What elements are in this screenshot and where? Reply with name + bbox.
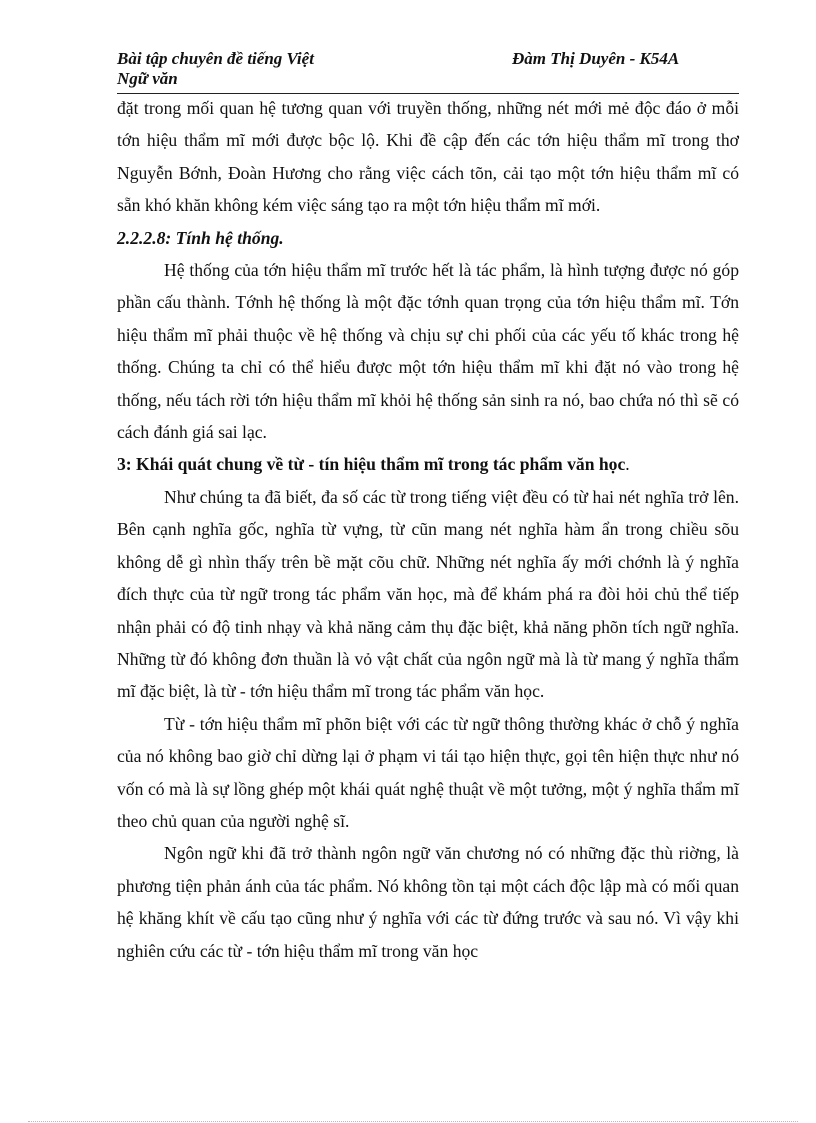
paragraph-system-property: Hệ thống của tớn hiệu thẩm mĩ trước hết là tác phẩm, là hình tượng được nó góp phần cấu thành. Tớnh hệ thống là một đặc tớnh quan trọng của tớn hiệu thẩm mĩ. Tớn hiệu thẩm mĩ phải thuộc về hệ thống và chịu sự chi phối của các yếu tố khác trong hệ thống. Chúng ta chỉ có thể hiểu được một tớn hiệu thẩm mĩ khi đặt nó vào trong hệ thống, nếu tách rời tớn hiệu thẩm mĩ khỏi hệ thống sản sinh ra nó, bao chứa nó thì sẽ có cách đánh giá sai lạc.: [117, 260, 739, 443]
paragraph-word-meaning: Như chúng ta đã biết, đa số các từ trong tiếng việt đều có từ hai nét nghĩa trở lên. Bên cạnh nghĩa gốc, nghĩa từ vựng, từ cũn mang nét nghĩa hàm ẩn trong chiều sõu không dễ gì nhìn thấy trên bề mặt cõu chữ. Những nét nghĩa ấy mới chớnh là ý nghĩa đích thực của từ ngữ trong tác phẩm văn học, mà để khám phá ra đòi hỏi chủ thể tiếp nhận phải có độ tinh nhạy và khả năng cảm thụ đặc biệt, khả năng phõn tích ngữ nghĩa. Những từ đó không đơn thuần là vỏ vật chất của ngôn ngữ mà là từ mang ý nghĩa thẩm mĩ đặc biệt, là từ - tớn hiệu thẩm mĩ trong tác phẩm văn học.: [117, 486, 739, 702]
section-heading-3: [117, 448, 739, 480]
section-heading-3-period: .: [625, 454, 630, 475]
header-course-title: Bài tập chuyên đề tiếng Việt Ngữ văn: [117, 49, 314, 88]
paragraph-continuation: đặt trong mối quan hệ tương quan với truyền thống, những nét mới mẻ độc đáo ở mỗi tớn hiệu thẩm mĩ mới được bộc lộ. Khi đề cập đến các tớn hiệu thẩm mĩ trong thơ Nguyễn Bớnh, Đoàn Hương cho rằng việc cách tõn, cải tạo một tớn hiệu thẩm mĩ có sẵn khó khăn không kém việc sáng tạo ra một tớn hiệu thẩm mĩ mới.: [117, 98, 739, 216]
page-bottom-border: [28, 1121, 798, 1122]
section-heading-3-text: 3: Khái quát chung về từ - tín hiệu thẩm mĩ trong tác phẩm văn học: [117, 454, 626, 475]
paragraph-literary-language: Ngôn ngữ khi đã trở thành ngôn ngữ văn chương nó có những đặc thù riờng, là phương tiện phản ánh của tác phẩm. Nó không tồn tại một cách độc lập mà có mối quan hệ khăng khít về cấu tạo cũng như ý nghĩa với các từ đứng trước và sau nó. Vì vậy khi nghiên cứu các từ - tớn hiệu thẩm mĩ trong văn học: [117, 843, 739, 961]
paragraph-aesthetic-sign: Từ - tớn hiệu thẩm mĩ phõn biệt với các từ ngữ thông thường khác ở chỗ ý nghĩa của nó không bao giờ chỉ dừng lại ở phạm vi tái tạo hiện thực, gọi tên hiện thực như nó vốn có mà là sự lồng ghép một khái quát nghệ thuật về một tưởng, một ý nghĩa thẩm mĩ theo chủ quan của người nghệ sĩ.: [117, 713, 739, 831]
section-heading-2-2-2-8: 2.2.2.8: Tính hệ thống.: [117, 227, 284, 248]
header-author: Đàm Thị Duyên - K54A: [512, 49, 680, 68]
document-body: [117, 92, 739, 967]
page-header: [117, 49, 739, 94]
document-page: [117, 0, 739, 1123]
